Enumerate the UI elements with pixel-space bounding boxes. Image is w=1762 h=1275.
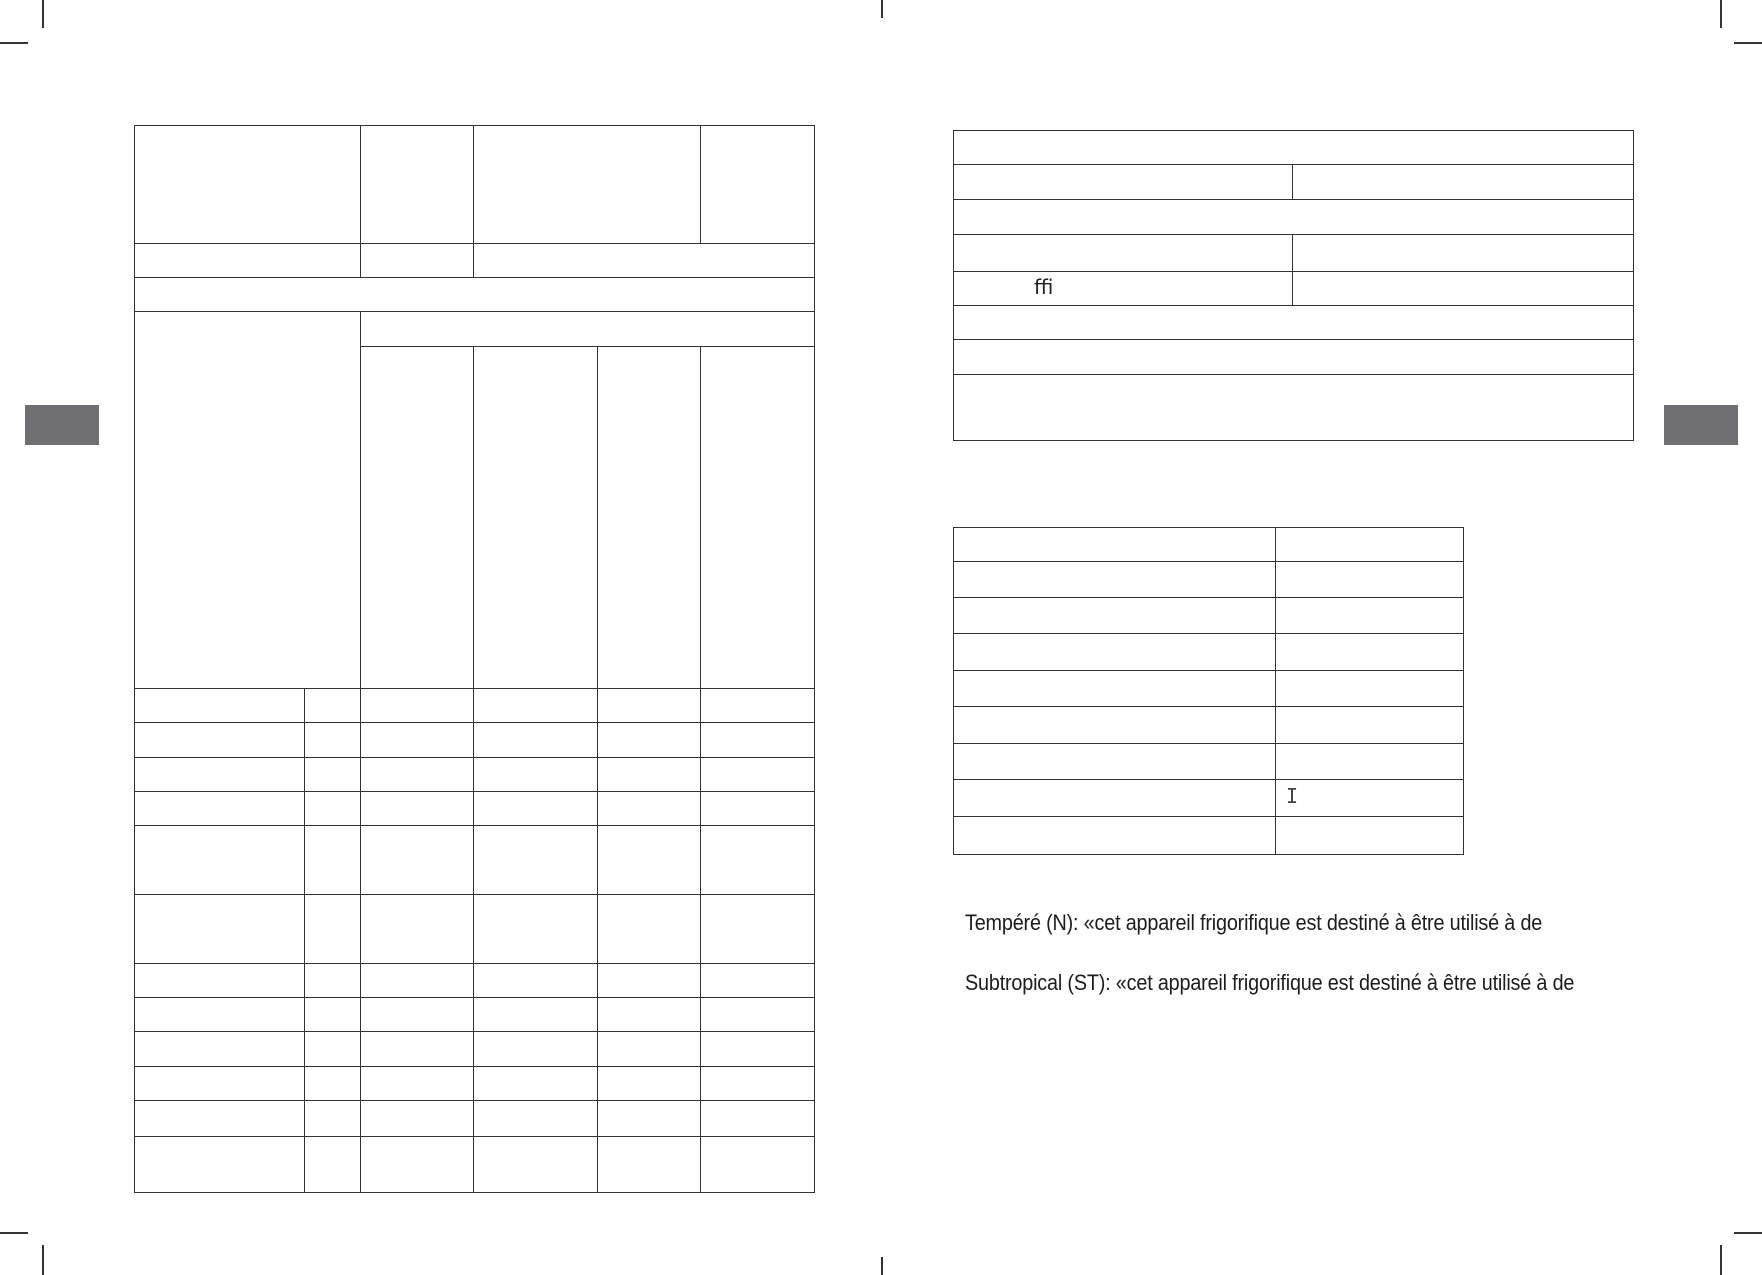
- table-row: [135, 758, 815, 792]
- table-cell: [954, 780, 1276, 817]
- table-row: [135, 826, 815, 895]
- table-cell: [361, 723, 474, 758]
- table-cell: [701, 964, 815, 998]
- table-row: [135, 998, 815, 1032]
- table-cell: [701, 1137, 815, 1193]
- table-cell: [598, 1032, 701, 1067]
- table-cell: [1276, 528, 1464, 562]
- table-cell: [954, 131, 1634, 165]
- climate-note-temperate: Tempéré (N): «cet appareil frigorifique est destiné à être utilisé à de: [965, 910, 1543, 935]
- table-cell: [598, 895, 701, 964]
- table-cell: [474, 244, 815, 278]
- table-cell: [1276, 780, 1464, 817]
- table-cell: [474, 126, 701, 244]
- crop-mark: [1734, 42, 1762, 44]
- crop-mark: [1720, 1245, 1722, 1275]
- table-cell: [305, 1101, 361, 1137]
- table-cell: [954, 744, 1276, 780]
- table-cell: [954, 634, 1276, 671]
- table-cell: [954, 272, 1293, 306]
- table-row: [954, 165, 1634, 200]
- crop-mark: [1720, 0, 1722, 28]
- table-cell: [361, 1137, 474, 1193]
- table-cell: [135, 964, 305, 998]
- table-cell: [361, 1101, 474, 1137]
- table-cell: [361, 964, 474, 998]
- table-cell: [474, 792, 598, 826]
- table-row: [954, 562, 1464, 598]
- table-cell: [305, 895, 361, 964]
- table-cell: [954, 235, 1293, 272]
- table-cell: [135, 895, 305, 964]
- table-row: [954, 131, 1634, 165]
- table-cell: [474, 758, 598, 792]
- table-row: [135, 1101, 815, 1137]
- table-row: [135, 723, 815, 758]
- table-row: [954, 340, 1634, 375]
- table-cell: [474, 1032, 598, 1067]
- table-cell: [598, 689, 701, 723]
- table-cell: [135, 126, 361, 244]
- table-row: [954, 744, 1464, 780]
- table-cell: [954, 562, 1276, 598]
- table-cell: [1276, 634, 1464, 671]
- table-cell: [474, 998, 598, 1032]
- right-thumb-tab: [1664, 405, 1738, 445]
- table-cell: [701, 792, 815, 826]
- table-cell: [701, 758, 815, 792]
- table-cell: [135, 1067, 305, 1101]
- table-row: [135, 895, 815, 964]
- table-cell: [701, 689, 815, 723]
- table-cell: [305, 689, 361, 723]
- ligature-glyph: ﬃ: [1034, 275, 1054, 299]
- crop-mark: [42, 1245, 44, 1275]
- table-row: [954, 780, 1464, 817]
- table-cell: [1293, 165, 1634, 200]
- table-cell: [954, 165, 1293, 200]
- table-cell: [305, 1032, 361, 1067]
- table-cell: [135, 758, 305, 792]
- table-cell: [598, 1067, 701, 1101]
- table-cell: [598, 998, 701, 1032]
- table-cell: [135, 723, 305, 758]
- table-cell: [135, 1032, 305, 1067]
- crop-mark: [881, 0, 883, 18]
- table-cell: [598, 1101, 701, 1137]
- table-row: [954, 528, 1464, 562]
- table-row: [135, 1032, 815, 1067]
- table-cell: [701, 998, 815, 1032]
- table-cell: [305, 758, 361, 792]
- table-cell: [474, 1101, 598, 1137]
- table-row: [954, 272, 1634, 306]
- table-cell: [474, 347, 598, 689]
- table-cell: [361, 312, 815, 347]
- left-thumb-tab: [25, 405, 99, 445]
- table-cell: [474, 964, 598, 998]
- table-cell: [361, 244, 474, 278]
- climate-note-subtropical: Subtropical (ST): «cet appareil frigorifique est destiné à être utilisé à de: [965, 970, 1575, 995]
- table-cell: [305, 826, 361, 895]
- table-cell: [954, 671, 1276, 707]
- table-cell: [954, 528, 1276, 562]
- table-cell: [1293, 235, 1634, 272]
- crop-mark: [42, 0, 44, 28]
- table-row: [954, 200, 1634, 235]
- table-cell: [954, 707, 1276, 744]
- table-row: [135, 1067, 815, 1101]
- table-row: [135, 689, 815, 723]
- table-cell: [701, 1032, 815, 1067]
- table-row: [135, 792, 815, 826]
- table-row: [954, 375, 1634, 441]
- table-cell: [474, 723, 598, 758]
- table-row: [135, 964, 815, 998]
- table-cell: [474, 895, 598, 964]
- table-cell: [135, 1137, 305, 1193]
- table-row: [954, 634, 1464, 671]
- table-cell: [474, 689, 598, 723]
- table-cell: [474, 826, 598, 895]
- table-cell: [361, 758, 474, 792]
- crop-mark: [881, 1257, 883, 1275]
- table-cell: [135, 998, 305, 1032]
- table-row: [954, 306, 1634, 340]
- table-row: [954, 671, 1464, 707]
- table-cell: [361, 1067, 474, 1101]
- table-cell: [1276, 562, 1464, 598]
- table-cell: [954, 340, 1634, 375]
- table-row: [135, 244, 815, 278]
- table-cell: [954, 375, 1634, 441]
- table-cell: [598, 347, 701, 689]
- table-cell: [701, 723, 815, 758]
- table-cell: [361, 347, 474, 689]
- table-cell: [954, 306, 1634, 340]
- table-cell: [135, 689, 305, 723]
- right-upper-table: [953, 130, 1634, 441]
- table-cell: [474, 1137, 598, 1193]
- crop-mark: [0, 1232, 28, 1234]
- table-cell: [135, 826, 305, 895]
- table-cell: [305, 998, 361, 1032]
- crop-mark: [1734, 1232, 1762, 1234]
- table-cell: [1276, 707, 1464, 744]
- table-cell: [361, 895, 474, 964]
- table-cell: [135, 792, 305, 826]
- table-cell: [474, 1067, 598, 1101]
- table-row: [954, 235, 1634, 272]
- table-row: [954, 707, 1464, 744]
- table-cell: [361, 1032, 474, 1067]
- table-cell: [1276, 671, 1464, 707]
- table-cell: [701, 347, 815, 689]
- table-cell: [701, 895, 815, 964]
- table-cell: [598, 964, 701, 998]
- table-cell: [135, 1101, 305, 1137]
- table-cell: [361, 826, 474, 895]
- table-cell: [1276, 817, 1464, 855]
- table-cell: [701, 126, 815, 244]
- table-cell: [598, 792, 701, 826]
- table-cell: [1276, 744, 1464, 780]
- table-cell: [361, 689, 474, 723]
- text-cursor-icon: I: [1286, 784, 1299, 808]
- table-cell: [598, 723, 701, 758]
- table-cell: [361, 126, 474, 244]
- table-row: [954, 598, 1464, 634]
- table-cell: [135, 312, 361, 689]
- table-row: [954, 817, 1464, 855]
- table-cell: [305, 964, 361, 998]
- table-cell: [954, 817, 1276, 855]
- table-cell: [361, 792, 474, 826]
- table-cell: [305, 1067, 361, 1101]
- table-row: [135, 278, 815, 312]
- table-cell: [1293, 272, 1634, 306]
- table-cell: [305, 792, 361, 826]
- table-cell: [701, 1101, 815, 1137]
- table-cell: [701, 1067, 815, 1101]
- left-spec-table: [134, 125, 815, 1193]
- table-cell: [305, 723, 361, 758]
- table-cell: [954, 200, 1634, 235]
- crop-mark: [0, 42, 28, 44]
- table-row: [135, 1137, 815, 1193]
- right-lower-table: [953, 527, 1464, 855]
- table-row: [135, 126, 815, 244]
- table-cell: [361, 998, 474, 1032]
- table-cell: [305, 1137, 361, 1193]
- table-row: [135, 312, 815, 347]
- table-cell: [598, 758, 701, 792]
- table-cell: [135, 278, 815, 312]
- table-cell: [954, 598, 1276, 634]
- table-cell: [598, 826, 701, 895]
- table-cell: [701, 826, 815, 895]
- table-cell: [135, 244, 361, 278]
- table-cell: [1276, 598, 1464, 634]
- table-cell: [598, 1137, 701, 1193]
